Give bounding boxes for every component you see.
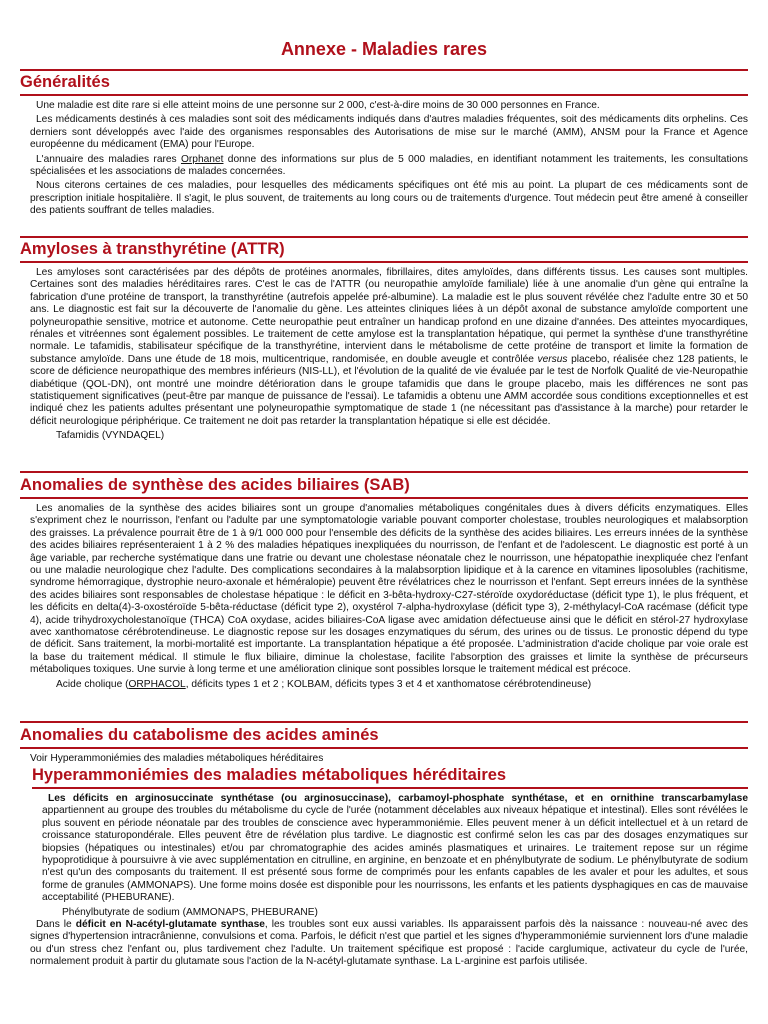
orphanet-link[interactable]: Orphanet: [180, 153, 224, 165]
section-hyperammoniemies: [20, 765, 748, 971]
drug-name: Tafamidis (VYNDAQEL): [56, 430, 165, 442]
section-heading: Hyperammoniémies des maladies métaboliques héréditaires: [32, 765, 748, 789]
section-catabolisme: [20, 725, 748, 767]
section-heading: Anomalies de synthèse des acides biliaires (SAB): [20, 475, 748, 499]
section-rule: [20, 471, 748, 473]
title-rule: [20, 69, 748, 71]
drug-name: Acide cholique (ORPHACOL, déficits types 1 et 2 ; KOLBAM, déficits types 3 et 4 et xanthomatose cérébrotendineuse): [56, 678, 592, 690]
paragraph: Les anomalies de la synthèse des acides biliaires sont un groupe d'anomalies métaboliques congénitales dues à divers déficits enzymatiques. Elles s'expriment chez le nourrisson, l'enfant ou l'adulte par une symptomatologie variable pouvant comporter cholestase, troubles neurologiques et malabsorption des graisses. La prévalence pourrait être de 1 à 9/1 000 000 pour l'ensemble des déficits de la synthèse des acides biliaires. Les erreurs innées de la synthèse des acides biliaires représenteraient 1 à 2 % des maladies hépatiques inexpliquées du nourrisson, de l'enfant et de l'adolescent. Le diagnostic est porté à un âge variable, par recherche systématique dans une fratrie ou devant une cholestase néonatale chez le nourrisson, une hépatopathie inexpliquée chez l'enfant ou une maladie neurologique chez l'adulte. Des complications secondaires à la malabsorption lipidique et à la carence en vitamines liposolubles (rachitisme, syndrome hémorragique, dystrophie neuro-axonale et héméralopie) peuvent être révélatrices chez le nourrisson et l'enfant. Sept erreurs innées de la synthèse des acides biliaires sont responsables de cholestase hépatique : le déficit en 3-bêta-hydroxy-C27-stéroïde oxydoréductase (déficit type 1), le plus fréquent, et les déficits en delta(4)-3-oxostéroïde 5-bêta-réductase (déficit type 2), oxystérol 7-alpha-hydroxylase (déficit type 3), 2-méthylacyl-CoA racémase (déficit type 4), acide trihydroxycholestanoïque (THCA) CoA oxydase, acides biliaires-CoA ligase avec amidation défectueuse ainsi que le déficit en stérol-27 hydroxylase avec xanthomatose cérébrotendineuse. Le diagnostic repose sur les dosages enzymatiques du sérum, des urines ou de tissus. Le pronostic dépend du type de déficit. Sans traitement, la morbi-mortalité est importante. La transplantation hépatique a été proposée. L'administration d'acide cholique par voie orale est la base du traitement médical. Il stimule le flux biliaire, diminue la cholestase, facilite l'absorption des graisses et limite la synthèse de précurseurs métaboliques toxiques. Une survie à long terme et une amélioration clinique sont possibles lorsque le traitement médical est précoce.: [30, 503, 748, 676]
paragraph: Une maladie est dite rare si elle atteint moins de une personne sur 2 000, c'est-à-dire moins de 30 000 personnes en France.: [36, 100, 600, 111]
paragraph: Les médicaments destinés à ces maladies sont soit des médicaments indiqués dans d'autres maladies fréquentes, soit des médicaments dits orphelins. Ces derniers sont développés avec l'aide des organismes responsables des Autorisations de mise sur le marché (AMM), ANSM pour la France et Agence européenne du médicament (EMA) pour l'Europe.: [30, 114, 748, 151]
paragraph: Voir Hyperammoniémies des maladies métaboliques héréditaires: [30, 753, 324, 764]
paragraph: Dans le déficit en N-acétyl-glutamate synthase, les troubles sont eux aussi variables. Ils apparaissent parfois dès la naissance : nouveau-né avec des signes d'hypertension intracrânienne, convulsions et coma. Parfois, le déficit n'est que partiel et les signes d'hyperammoniémie surviennent lors d'une maladie ou d'un stress chez l'enfant ou, plus tardivement chez l'adulte. Un traitement spécifique est proposé : l'acide carglumique, activateur du cycle de l'urée, normalement produit à partir du glutamate sous l'action de la N-acétyl-glutamate synthase. La L-arginine est parfois utilisée.: [30, 919, 748, 968]
section-generalites: [20, 72, 748, 220]
section-heading: Amyloses à transthyrétine (ATTR): [20, 239, 748, 263]
section-attr: [20, 239, 748, 443]
orphacol-link[interactable]: ORPHACOL: [128, 678, 186, 690]
section-heading: Anomalies du catabolisme des acides aminés: [20, 725, 748, 749]
paragraph: Nous citerons certaines de ces maladies, pour lesquelles des médicaments spécifiques ont été mis au point. La plupart de ces médicaments sont de prescription initiale hospitalière. Il s'agit, le plus souvent, de traitements au long cours ou de traitements d'urgence. Tout médecin peut être amené à conseiller des patients souffrant de telles maladies.: [30, 180, 748, 217]
paragraph: Les déficits en arginosuccinate synthétase (ou arginosuccinase), carbamoyl-phosphate synthétase, et en ornithine transcarbamylase appartiennent au groupe des troubles du métabolisme du cycle de l'urée (notamment décelables aux niveaux hépatique et intestinal). Elles sont révélées le plus souvent en période néonatale par des troubles de conscience avec hyperammoniémie. Elles peuvent mener à un déficit intellectuel et à un retard de croissance staturopondérale. Elles peuvent être de révélation plus tardive. Le diagnostic est confirmé selon les cas par des dosages enzymatiques sur biopsies (hépatiques ou intestinales) et/ou par chromatographie des acides aminés plasmatiques et urinaires. Le traitement repose sur un régime hypoprotidique à poursuivre à vie avec supplémentation en citrulline, en arginine, en benzoate et en phénylbutyrate de sodium. Le phénylbutyrate de sodium n'est qu'un des composants du traitement. Il est présenté sous forme de comprimés pour les enfants capables de les avaler et pour les adultes, et sous forme de granules (AMMONAPS). Une forme moins dosée est disponible pour les nourrissons, les enfants et les patients dysphagiques en cas de mauvaise acceptabilité (PHEBURANE).: [42, 793, 748, 904]
paragraph: Les amyloses sont caractérisées par des dépôts de protéines anormales, fibrillaires, dites amyloïdes, dans différents tissus. Les causes sont multiples. Certaines sont des maladies héréditaires rares. C'est le cas de l'ATTR (ou neuropathie amyloïde familiale) liée à une anomalie d'un gène qui entraîne la fabrication d'une protéine de transport, la transthyrétine (autrefois appelée pré-albumine). La maladie est le plus souvent révélée chez l'adulte entre 30 et 50 ans. Le diagnostic est fait sur la découverte de l'anomalie du gène. Les atteintes cliniques liées à un dépôt axonal de substance amyloïde comportent une polyneuropathie sensitive, motrice et autonome. Cette neuropathie peut entraîner un handicap profond en une dizaine d'années. Des atteintes myocardiques, rénales et vitréennes sont également possibles. Le traitement de cette amylose est la transplantation hépatique, qui permet la synthèse d'une transthyrétine normale. Le tafamidis, stabilisateur spécifique de la transthyrétine, intervient dans le métabolisme de cette protéine de transport et limite la formation de substance amyloïde. Dans une étude de 18 mois, multicentrique, randomisée, en double aveugle et contrôlée versus placebo, réalisée chez 128 patients, le score de déficience neuropathique des membres inférieurs (NIS-LL), et l'évolution de la qualité de vie évaluée par le test de Norfolk Qualité de vie-Neuropathie diabétique (QOL-DN), ont montré une moindre détérioration dans le groupe tafamidis que dans le groupe placebo, mais les différences ne sont pas statistiquement significatives (peut-être par manque de puissance de l'essai). Le tafamidis a obtenu une AMM accordée sous conditions exceptionnelles et est indiqué chez les patients adultes présentant une polyneuropathie symptomatique de stade 1 (ne nécessitant pas d'assistance à la marche) pour retarder le déficit neurologique périphérique. Ce traitement ne doit pas retarder la transplantation hépatique si elle est décidée.: [30, 267, 748, 427]
paragraph: L'annuaire des maladies rares Orphanet donne des informations sur plus de 5 000 maladies, en identifiant notamment les traitements, les consultations spécialisées et les associations de malades concernées.: [30, 153, 748, 178]
section-sab: [20, 475, 748, 691]
section-rule: [20, 236, 748, 238]
drug-name: Phénylbutyrate de sodium (AMMONAPS, PHEBURANE): [62, 906, 318, 918]
document-title: Annexe - Maladies rares: [280, 39, 488, 59]
section-heading: Généralités: [20, 72, 748, 96]
section-rule: [20, 721, 748, 723]
